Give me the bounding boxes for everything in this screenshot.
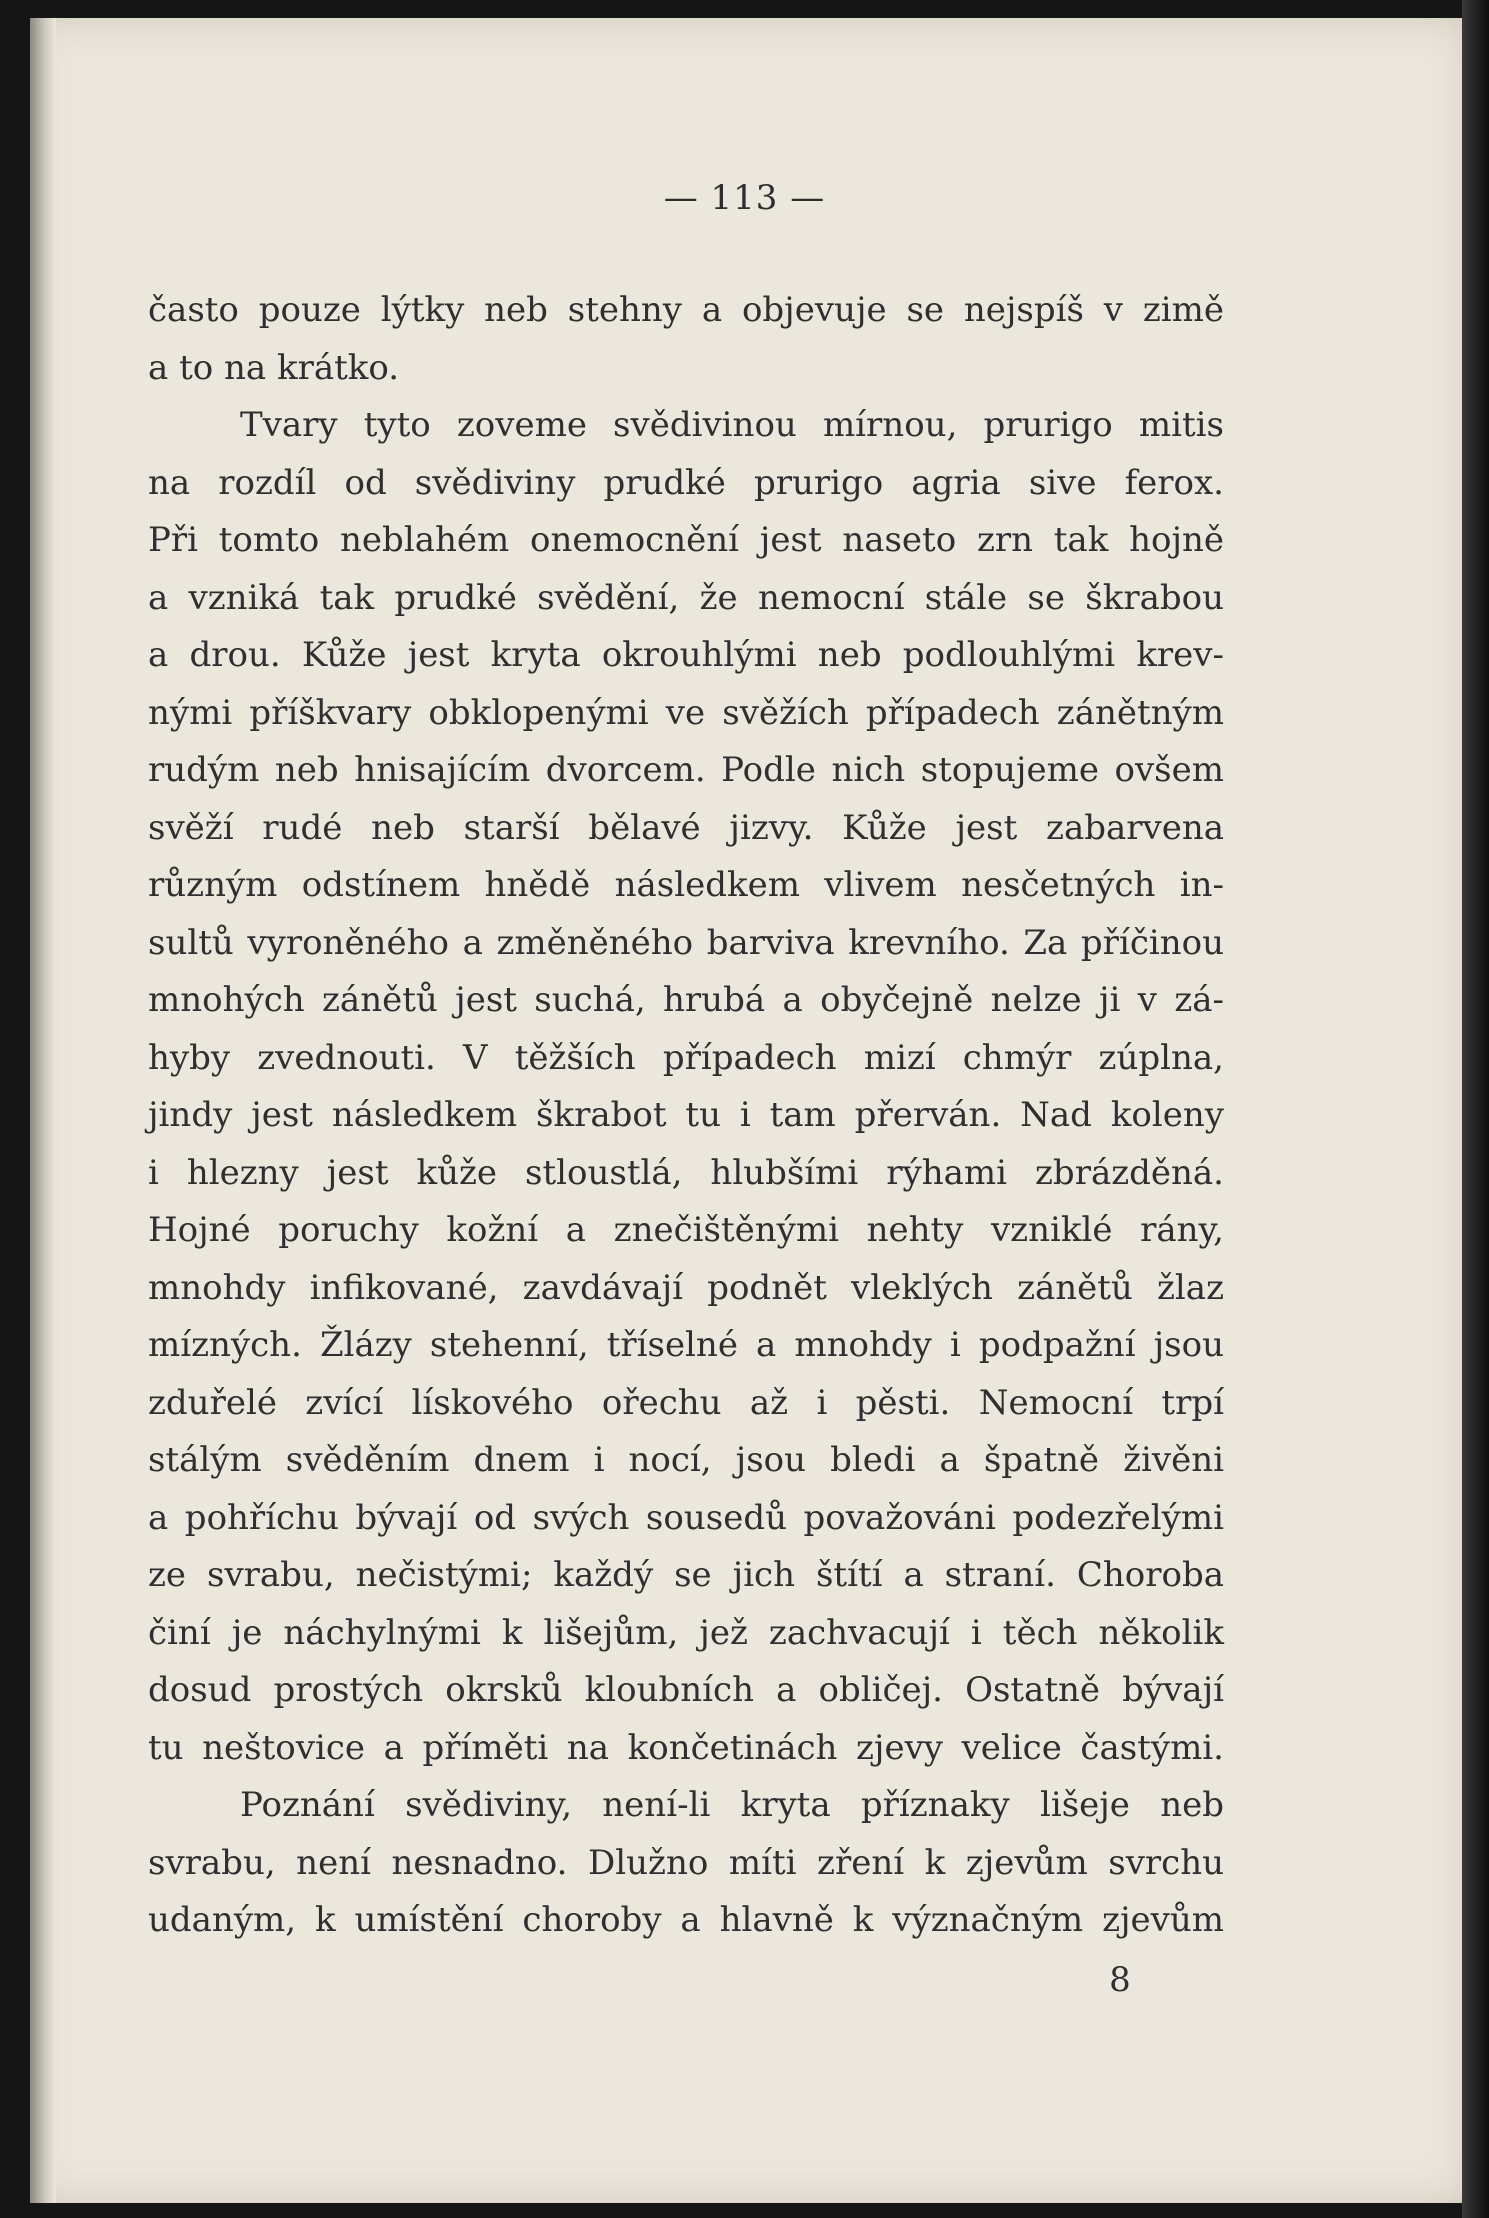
text-line: a to na krátko. — [148, 347, 400, 388]
text-line: a drou. Kůže jest kryta okrouhlými neb podlouhlými krev- — [148, 635, 1224, 675]
text-line: sultů vyroněného a změněného barviva krevního. Za příčinou — [148, 922, 1224, 963]
text-line: rudým neb hnisajícím dvorcem. Podle nich stopujeme ovšem — [148, 750, 1224, 790]
text-line: různým odstínem hnědě následkem vlivem nesčetných in- — [148, 865, 1224, 905]
text-line: mízných. Žlázy stehenní, tříselné a mnohdy i podpažní jsou — [148, 1325, 1224, 1365]
text-line: nými příškvary obklopenými ve svěžích případech zánětným — [148, 692, 1224, 733]
text-line: hyby zvednouti. V těžších případech mizí chmýr zúplna, — [148, 1037, 1224, 1078]
text-line: i hlezny jest kůže stloustlá, hlubšími rýhami zbrázděná. — [148, 1152, 1224, 1193]
text-line: jindy jest následkem škrabot tu i tam přerván. Nad koleny — [148, 1095, 1224, 1135]
text-line: udaným, k umístění choroby a hlavně k význačným zjevům — [148, 1900, 1224, 1940]
text-line: svrabu, není nesnadno. Dlužno míti zření k zjevům svrchu — [148, 1842, 1224, 1883]
text-line: Hojné poruchy kožní a znečištěnými nehty vzniklé rány, — [148, 1210, 1224, 1250]
text-line: stálým svěděním dnem i nocí, jsou bledi a špatně živěni — [148, 1440, 1224, 1480]
text-line: činí je náchylnými k lišejům, jež zachvacují i těch několik — [148, 1612, 1224, 1653]
text-line: tu neštovice a příměti na končetinách zjevy velice častými. — [148, 1727, 1224, 1768]
text-line: dosud prostých okrsků kloubních a obličej. Ostatně bývají — [148, 1670, 1224, 1710]
text-line: svěží rudé neb starší bělavé jizvy. Kůže jest zabarvena — [148, 807, 1224, 848]
text-line: často pouze lýtky neb stehny a objevuje se nejspíš v zimě — [148, 290, 1224, 330]
text-line: zduřelé zvící lískového ořechu až i pěsti. Nemocní trpí — [148, 1382, 1224, 1423]
page-edge-shadow — [1462, 0, 1489, 2218]
body-text — [148, 282, 1224, 1950]
text-line: Poznání svědiviny, není-li kryta příznaky lišeje neb — [240, 1785, 1224, 1825]
text-line: Tvary tyto zoveme svědivinou mírnou, prurigo mitis — [240, 405, 1224, 445]
text-line: mnohých zánětů jest suchá, hrubá a obyčejně nelze ji v zá- — [148, 980, 1224, 1020]
text-line: mnohdy infikované, zavdávají podnět vleklých zánětů žlaz — [148, 1267, 1224, 1308]
page-gutter — [30, 18, 56, 2203]
text-line: na rozdíl od svědiviny prudké prurigo agria sive ferox. — [148, 462, 1224, 503]
text-line: Při tomto neblahém onemocnění jest naseto zrn tak hojně — [148, 520, 1224, 560]
text-line: ze svrabu, nečistými; každý se jich štítí a straní. Choroba — [148, 1555, 1224, 1595]
text-line: a pohříchu bývají od svých sousedů považováni podezřelými — [148, 1497, 1224, 1538]
text-line: a vzniká tak prudké svědění, že nemocní stále se škrabou — [148, 577, 1224, 618]
signature-mark: 8 — [1109, 1960, 1131, 2000]
page-number-header: — 113 — — [663, 178, 826, 218]
